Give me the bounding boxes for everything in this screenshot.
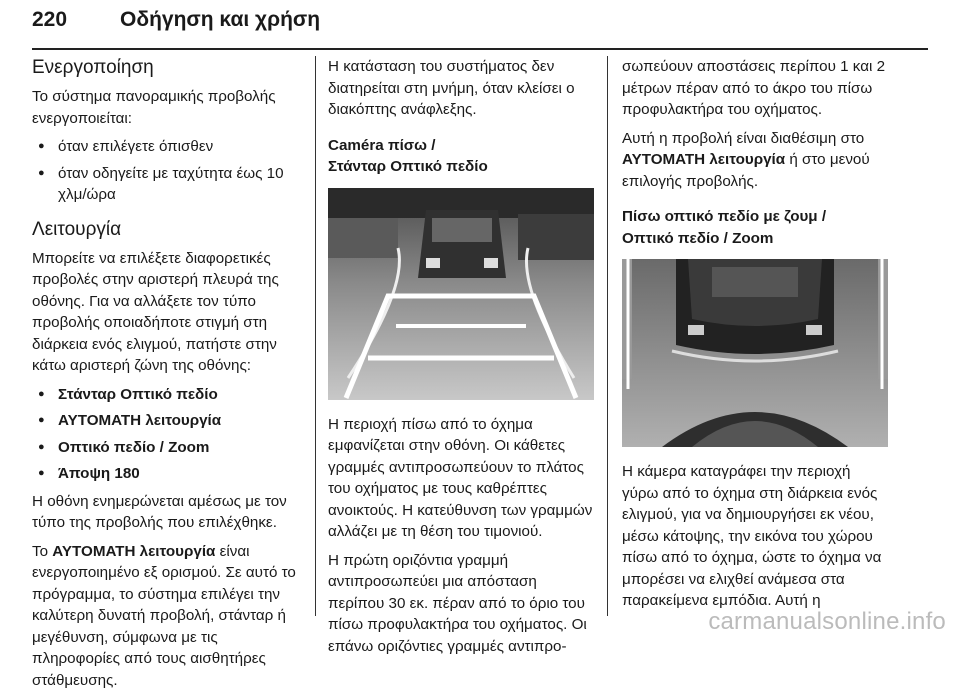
subheading-line: Caméra πίσω / (328, 136, 436, 154)
zoom-view-image (622, 259, 888, 447)
view-list (32, 384, 304, 485)
text-run: Το (32, 542, 53, 560)
paragraph: Η κατάσταση του συστήματος δεν διατηρείται στη μνήμη, όταν κλείσει ο διακόπτης ανάφλεξης. (328, 58, 575, 118)
text-run-bold: ΑΥΤΟΜΑΤΗ λειτουργία (52, 542, 216, 560)
subheading-rear-camera (328, 135, 594, 178)
paragraph (622, 128, 890, 193)
header-rule (32, 48, 928, 50)
list-item: ● όταν επιλέγετε όπισθεν (32, 136, 304, 158)
paragraph: Μπορείτε να επιλέξετε διαφορετικές προβολές στην αριστερή πλευρά της οθόνης. Για να αλλάξετε τον τύπο προβολής οποιαδήποτε στιγμή στη διάρκεια ενός ελιγμού, πατήστε στην κάτω αριστερή ζώνη της οθόνης: (32, 249, 279, 374)
paragraph: Η οθόνη ενημερώνεται αμέσως με τον τύπο της προβολής που επιλέχθηκε. (32, 492, 287, 531)
rear-camera-standard-image (328, 188, 594, 400)
chapter-title: Οδήγηση και χρήση (120, 8, 321, 31)
paragraph: Η πρώτη οριζόντια γραμμή αντιπροσωπεύει μια απόσταση περίπου 30 εκ. πέραν από το όριο του πίσω προφυλακτήρα του οχήματος. Οι επάνω οριζόντιες γραμμές αντιπρο- (328, 551, 587, 655)
subheading-line: Οπτικό πεδίο / Zoom (622, 229, 774, 247)
list-item: ● Οπτικό πεδίο / Zoom (32, 437, 304, 459)
paragraph (32, 541, 304, 692)
text-run: Αυτή η προβολή είναι διαθέσιμη στο (622, 129, 865, 147)
paragraph: Η κάμερα καταγράφει την περιοχή γύρω από το όχημα στη διάρκεια ενός ελιγμού, για να δημιουργήσει εκ νέου, μέσω κάτοψης, την εικόνα του χώρου πίσω από το όχημα, ώστε το όχημα να μπορέσει να ελιχθεί ανάμεσα στα παρακείμενα εμπόδια. Αυτή η (622, 463, 882, 609)
text-run: ή στο μενού επιλογής προβολής. (622, 151, 870, 190)
subheading-zoom-view (622, 206, 890, 249)
text-run-bold: ΑΥΤΟΜΑΤΗ λειτουργία (622, 151, 786, 168)
subheading-line: Στάνταρ Οπτικό πεδίο (328, 158, 488, 175)
column-divider (315, 56, 316, 616)
list-item: ● όταν οδηγείτε με ταχύτητα έως 10 χλμ/ώρα (32, 163, 304, 206)
section-heading-activation: Ενεργοποίηση (32, 57, 154, 78)
page-number: 220 (32, 8, 68, 31)
list-item: ● Στάνταρ Οπτικό πεδίο (32, 384, 304, 406)
paragraph: Η περιοχή πίσω από το όχημα εμφανίζεται στην οθόνη. Οι κάθετες γραμμές αντιπροσωπεύουν το πλάτος του οχήματος με τους καθρέπτες ανοικτούς. Η κατεύθυνση των γραμμών αλλάζει με τη θέση του τιμονιού. (328, 415, 593, 540)
paragraph: σωπεύουν αποστάσεις περίπου 1 και 2 μέτρων πέραν από το άκρο του πίσω προφυλακτήρα του οχήματος. (622, 58, 886, 118)
column-1 (32, 56, 304, 698)
column-divider (607, 56, 608, 616)
list-item: ● ΑΥΤΟΜΑΤΗ λειτουργία (32, 410, 304, 432)
watermark: carmanualsonline.info (708, 608, 946, 635)
page-header (32, 8, 321, 32)
list-item: ● Άποψη 180 (32, 463, 304, 485)
section-heading-operation: Λειτουργία (32, 218, 122, 240)
text-run: είναι ενεργοποιημένο εξ ορισμού. Σε αυτό το πρόγραμμα, το σύστημα επιλέγει την καλύτερη δυνατή προβολή, στάνταρ ή μεγέθυνση, σύμφωνα με τις πληροφορίες από τους αισθητήρες στάθμευσης. (32, 542, 296, 689)
column-2 (328, 56, 594, 664)
subheading-line: Πίσω οπτικό πεδίο με ζουμ / (622, 208, 827, 225)
paragraph: Το σύστημα πανοραμικής προβολής ενεργοποιείται: (32, 88, 276, 127)
activation-list (32, 136, 304, 206)
column-3 (622, 56, 890, 619)
